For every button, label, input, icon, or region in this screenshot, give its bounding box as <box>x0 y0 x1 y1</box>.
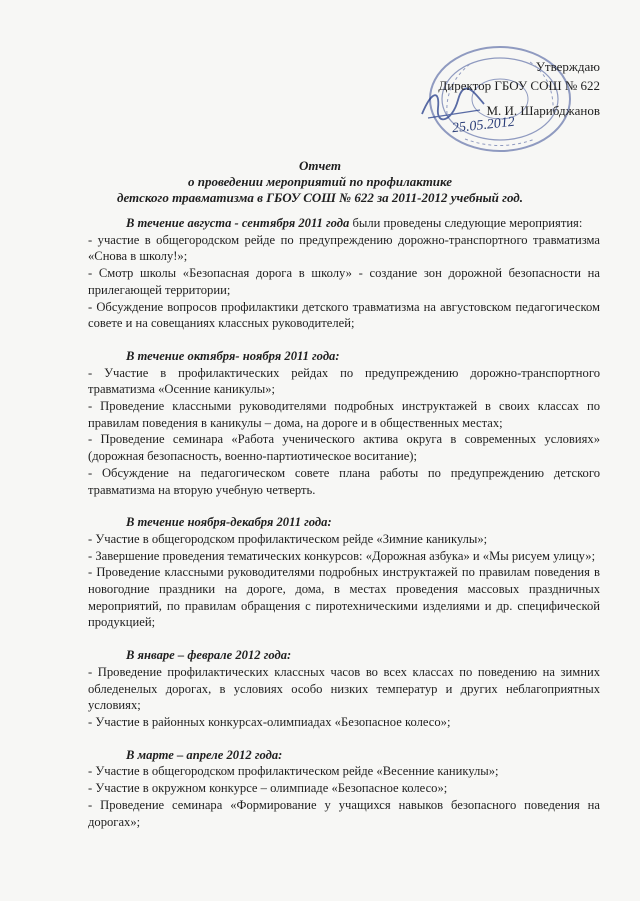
list-item: - Проведение классными руководителями подробных инструктажей по правилам поведения в новогодние праздники на дороге, дома, в местах проведения массовых праздничных мероприятий, по правилам обращения с пиротехническими изделиями и др. специфической продукцией; <box>88 565 600 630</box>
section-heading-bold: В течение августа - сентября 2011 года <box>126 216 350 230</box>
approval-word: Утверждаю <box>535 59 600 74</box>
title-line-3: детского травматизма в ГБОУ СОШ № 622 за 2011-2012 учебный год. <box>117 190 523 205</box>
list-item: - Проведение семинара «Работа ученического актива округа в современных условиях» (дорожная безопасность, военно-партиотическое воситание); <box>88 432 600 464</box>
list-item: - Проведение профилактических классных часов во всех классах по поведению на зимних обледенелых дорогах, в условиях особо низких температур и других неблагоприятных условиях; <box>88 664 600 713</box>
list-item: - участие в общегородском рейде по предупреждению дорожно-транспортного травматизма «Снова в школу!»; <box>88 232 600 264</box>
list-item: - Участие в общегородском профилактическом рейде «Весенние каникулы»; <box>88 764 499 779</box>
list-item: - Участие в профилактических рейдах по предупреждению дорожно-транспортного травматизма «Осенние каникулы»; <box>88 365 600 397</box>
report-title <box>90 158 550 206</box>
list-item: - Участие в районных конкурсах-олимпиадах «Безопасное колесо»; <box>88 714 451 729</box>
section-heading-tail: были проведены следующие мероприятия: <box>349 216 583 230</box>
list-item: - Обсуждение на педагогическом совете плана работы по предупреждению детского травматизма на вторую учебную четверть. <box>88 465 600 497</box>
section-heading <box>88 348 600 365</box>
list-item: - Смотр школы «Безопасная дорога в школу» - создание зон дорожной безопасности на прилегающей территории; <box>88 266 600 297</box>
list-item: - Участие в общегородском профилактическом рейде «Зимние каникулы»; <box>88 531 488 546</box>
approval-name-line <box>438 101 600 120</box>
title-line-2: о проведении мероприятий по профилактике <box>187 174 453 189</box>
section-heading-bold: В течение октября- ноября 2011 года: <box>126 348 340 363</box>
section-heading <box>88 647 600 664</box>
list-item: - Проведение классными руководителями подробных инструктажей в своих классах по правилам поведения в каникулы – дома, на дороге и в общественных местах; <box>88 399 600 430</box>
section-heading <box>88 215 600 232</box>
list-item: - Обсуждение вопросов профилактики детского травматизма на августовском педагогическом совете и на совещаниях классных руководителей; <box>88 299 600 331</box>
handwritten-date: 25.05.2012 <box>451 114 516 137</box>
list-item: - Участие в окружном конкурсе – олимпиаде «Безопасное колесо»; <box>88 781 448 796</box>
section-heading-bold: В марте – апреле 2012 года: <box>126 747 283 762</box>
approval-position: Директор ГБОУ СОШ № 622 <box>438 78 600 93</box>
section-heading-bold: В течение ноября-декабря 2011 года: <box>126 515 332 530</box>
title-line-1: Отчет <box>298 158 342 173</box>
list-item: - Завершение проведения тематических конкурсов: «Дорожная азбука» и «Мы рисуем улицу»; <box>88 548 596 563</box>
section-heading <box>88 747 600 764</box>
section-heading <box>88 514 600 531</box>
list-item: - Проведение семинара «Формирование у учащихся навыков безопасного поведения на дорогах»; <box>88 797 600 829</box>
section-heading-bold: В январе – феврале 2012 года: <box>126 648 292 663</box>
approval-block <box>438 57 600 120</box>
report-body <box>88 215 600 830</box>
approval-name: М. И. Шарибджанов <box>486 103 600 118</box>
